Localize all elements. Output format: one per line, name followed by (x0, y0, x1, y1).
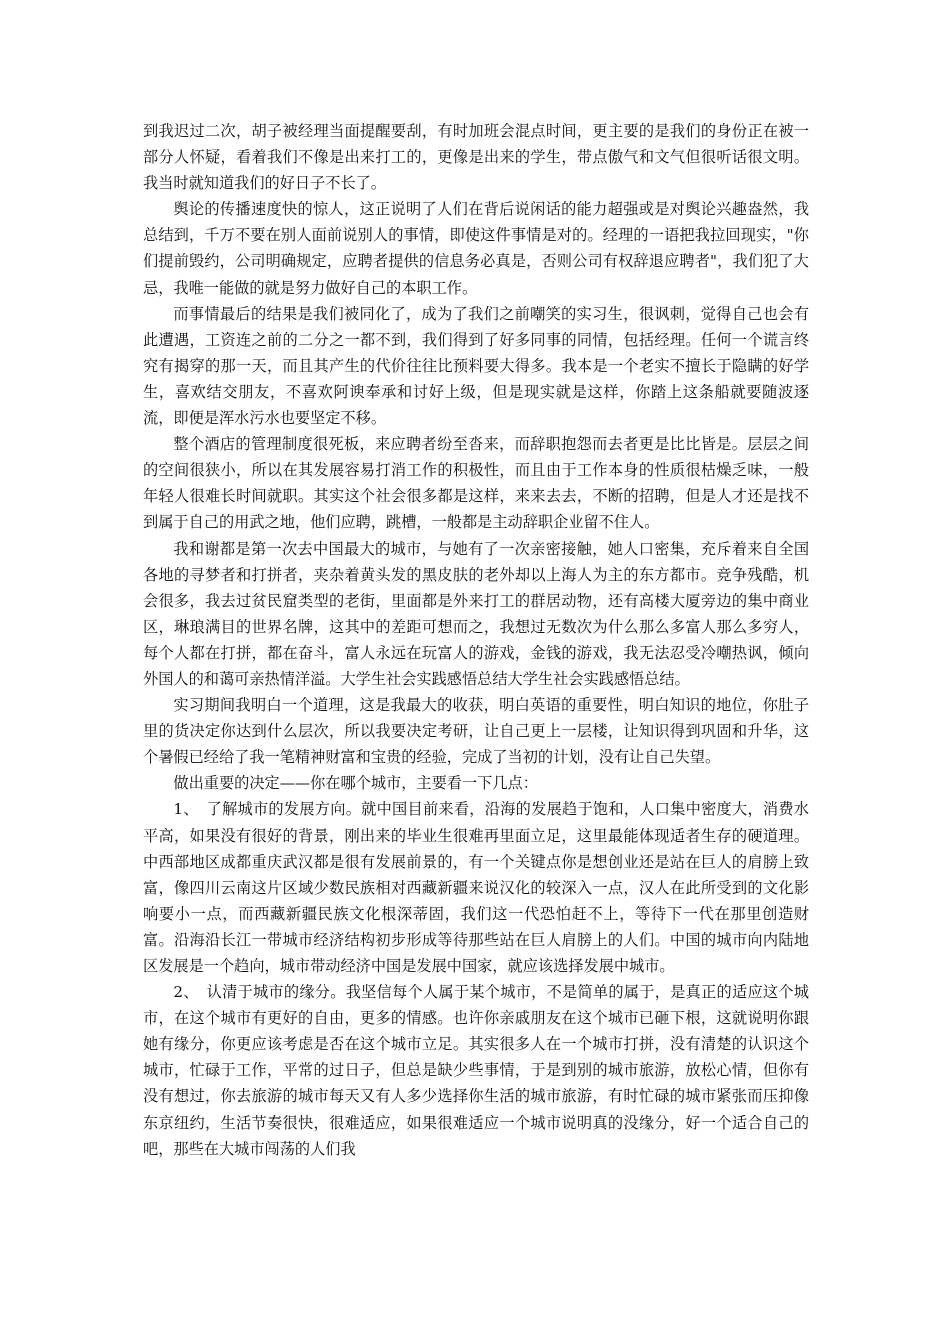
list-item-1: 1、 了解城市的发展方向。就中国目前来看，沿海的发展趋于饱和，人口集中密度大，消费水平高，如果没有很好的背景，刚出来的毕业生很难再里面立足，这里最能体现适者生存的硬道理。中西部地区成都重庆武汉都是很有发展前景的，有一个关键点你是想创业还是站在巨人的肩膀上致富，像四川云南这片区域少数民族相对西藏新疆来说汉化的较深入一点，汉人在此所受到的文化影响要小一点，而西藏新疆民族文化根深蒂固，我们这一代恐怕赶不上，等待下一代在那里创造财富。沿海沿长江一带城市经济结构初步形成等待那些站在巨人肩膀上的人们。中国的城市向内陆地区发展是一个趋向，城市带动经济中国是发展中国家，就应该选择发展中城市。 (143, 800, 809, 975)
paragraph-7: 做出重要的决定——你在哪个城市，主要看一下几点： (173, 774, 538, 793)
paragraph-3: 而事情最后的结果是我们被同化了，成为了我们之前嘲笑的实习生，很讽刺，觉得自己也会有此遭遇，工资连之前的二分之一都不到，我们得到了好多同事的同情，包括经理。任何一个谎言终究有揭穿的那一天，而且其产生的代价往往比预料要大得多。我本是一个老实不擅长于隐瞒的好学生，喜欢结交朋友，不喜欢阿谀奉承和讨好上级，但是现实就是这样，你踏上这条船就要随波逐流，即便是浑水污水也要坚定不移。 (143, 304, 809, 428)
paragraph-6: 实习期间我明白一个道理，这是我最大的收获，明白英语的重要性，明白知识的地位，你肚子里的货决定你达到什么层次，所以我要决定考研，让自己更上一层楼，让知识得到巩固和升华，这个暑假已经给了我一笔精神财富和宝贵的经验，完成了当初的计划，没有让自己失望。 (143, 696, 809, 767)
paragraph-4: 整个酒店的管理制度很死板，来应聘者纷至沓来，而辞职抱怨而去者更是比比皆是。层层之间的空间很狭小，所以在其发展容易打消工作的积极性，而且由于工作本身的性质很枯燥乏味，一般年轻人很难长时间就职。其实这个社会很多都是这样，来来去去，不断的招聘，但是人才还是找不到属于自己的用武之地，他们应聘，跳槽，一般都是主动辞职企业留不住人。 (143, 435, 809, 532)
paragraph-1: 到我迟过二次，胡子被经理当面提醒要刮，有时加班会混点时间，更主要的是我们的身份正在被一部分人怀疑，看着我们不像是出来打工的，更像是出来的学生，带点傲气和文气但很听话很文明。我当时就知道我们的好日子不长了。 (143, 122, 809, 193)
paragraph-5: 我和谢都是第一次去中国最大的城市，与她有了一次亲密接触，她人口密集，充斥着来自全国各地的寻梦者和打拼者，夹杂着黄头发的黑皮肤的老外却以上海人为主的东方都市。竞争残酷，机会很多，我去过贫民窟类型的老街，里面都是外来打工的群居动物，还有高楼大厦旁边的集中商业区，琳琅满目的世界名牌，这其中的差距可想而之，我想过无数次为什么那么多富人那么多穷人，每个人都在打拼，都在奋斗，富人永远在玩富人的游戏，金钱的游戏，我无法忍受冷嘲热讽，倾向外国人的和蔼可亲热情洋溢。大学生社会实践感悟总结大学生社会实践感悟总结。 (143, 539, 809, 688)
document-page (143, 118, 809, 1162)
paragraph-2: 舆论的传播速度快的惊人，这正说明了人们在背后说闲话的能力超强或是对舆论兴趣盎然，我总结到，千万不要在别人面前说别人的事情，即使这件事情是对的。经理的一语把我拉回现实，"你们提前毁约，公司明确规定，应聘者提供的信息务必真是，否则公司有权辞退应聘者"，我们犯了大忌，我唯一能做的就是努力做好自己的本职工作。 (143, 200, 809, 297)
list-item-2: 2、 认清于城市的缘分。我坚信每个人属于某个城市，不是简单的属于，是真正的适应这个城市，在这个城市有更好的自由，更多的情感。也许你亲戚朋友在这个城市已砸下根，这就说明你跟她有缘分，你更应该考虑是否在这个城市立足。其实很多人在一个城市打拼，没有清楚的认识这个城市，忙碌于工作，平常的过日子，但总是缺少些事情，于是到别的城市旅游，放松心情，但你有没有想过，你去旅游的城市每天又有人多少选择你生活的城市旅游，有时忙碌的城市紧张而压抑像东京纽约，生活节奏很快，很难适应，如果很难适应一个城市说明真的没缘分，好一个适合自己的吧，那些在大城市闯荡的人们我 (143, 983, 809, 1158)
